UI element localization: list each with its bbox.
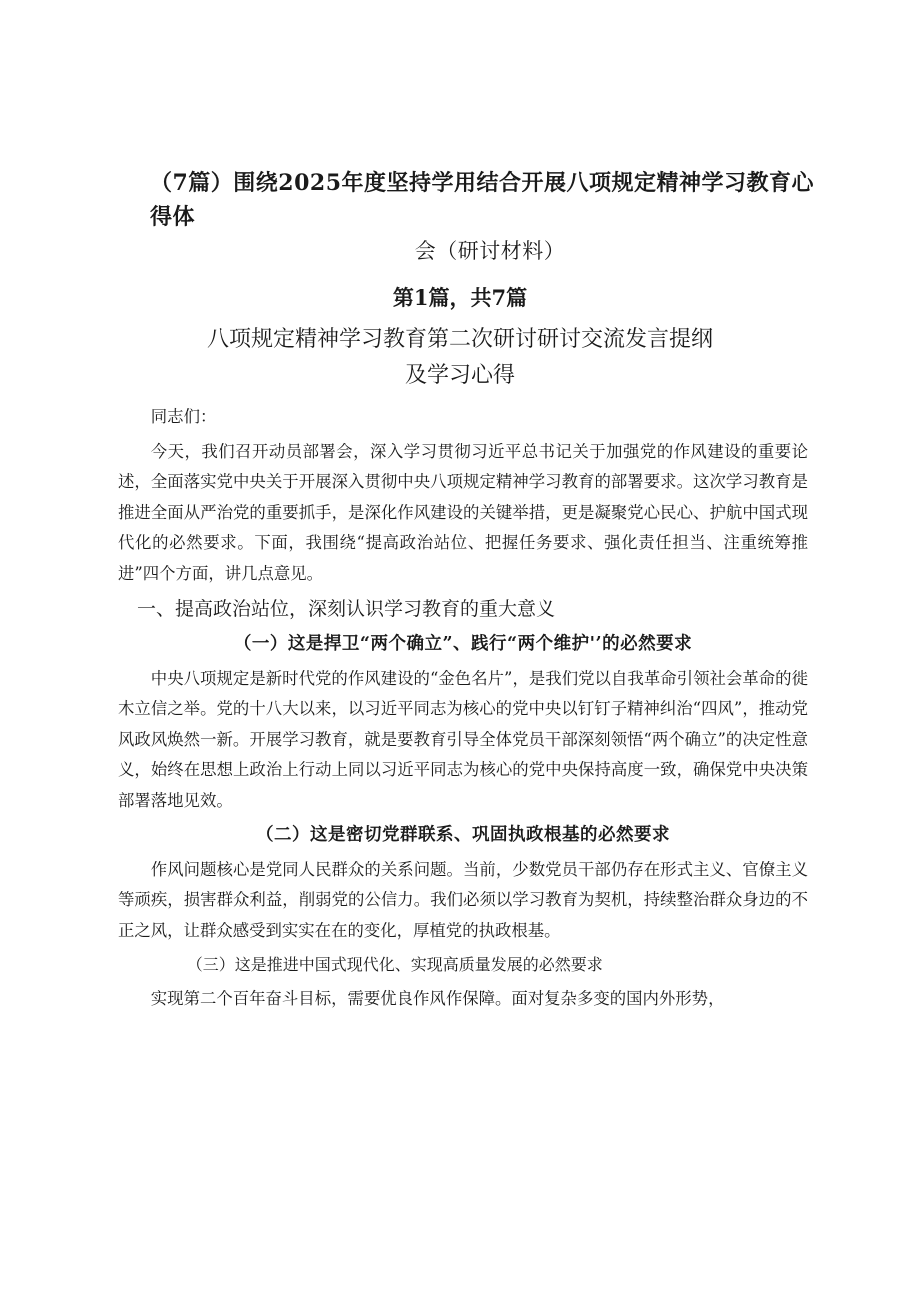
subsection-heading-1: （一）这是捍卫“两个确立”、践行“两个维护'’的必然要求 bbox=[233, 633, 693, 654]
subsection-heading-3: （三）这是推进中国式现代化、实现高质量发展的必然要求 bbox=[186, 955, 603, 975]
subsection-paragraph-2: 作风问题核心是党同人民群众的关系问题。当前，少数党员干部仍存在形式主义、官僚主义等顽疾，损害群众利益，削弱党的公信力。我们必须以学习教育为契机，持续整治群众身边的不正之风，让群众感受到实实在在的变化，厚植党的执政根基。 bbox=[118, 859, 808, 940]
document-title-line1: （7篇）围绕2025年度坚持学用结合开展八项规定精神学习教育心得体 bbox=[150, 170, 815, 230]
section-heading-1: 一、提高政治站位，深刻认识学习教育的重大意义 bbox=[137, 597, 556, 620]
salutation: 同志们： bbox=[150, 407, 217, 426]
subsection-heading-2: （二）这是密切党群联系、巩固执政根基的必然要求 bbox=[256, 824, 670, 845]
subsection-paragraph-1: 中央八项规定是新时代党的作风建设的“金色名片”，是我们党以自我革命引领社会革命的徙木立信之举。党的十八大以来，以习近平同志为核心的党中央以钉钉子精神纠治“四风”，推动党风政风焕然一新。开展学习教育，就是要教育引导全体党员干部深刻领悟“两个确立”的决定性意义，始终在思想上政治上行动上同以习近平同志为核心的党中央保持高度一致，确保党中央决策部署落地见效。 bbox=[118, 668, 808, 810]
document-title-line2: 会（研讨材料） bbox=[414, 239, 566, 263]
subsection-paragraph-3: 实现第二个百年奋斗目标，需要优良作风作保障。面对复杂多变的国内外形势， bbox=[150, 989, 725, 1009]
speech-title-line1: 八项规定精神学习教育第二次研讨研讨交流发言提纲 bbox=[206, 327, 713, 352]
part-label: 第1篇，共7篇 bbox=[392, 285, 528, 310]
document-title bbox=[150, 166, 830, 268]
intro-paragraph: 今天，我们召开动员部署会，深入学习贯彻习近平总书记关于加强党的作风建设的重要论述，全面落实党中央关于开展深入贯彻中央八项规定精神学习教育的部署要求。这次学习教育是推进全面从严治党的重要抓手，是深化作风建设的关键举措，更是凝聚党心民心、护航中国式现代化的必然要求。下面，我围绕“提高政治站位、把握任务要求、强化责任担当、注重统筹推进”四个方面，讲几点意见。 bbox=[118, 441, 808, 583]
speech-title-line2: 及学习心得 bbox=[404, 363, 515, 388]
speech-title bbox=[140, 322, 780, 394]
document-body bbox=[118, 402, 808, 1015]
